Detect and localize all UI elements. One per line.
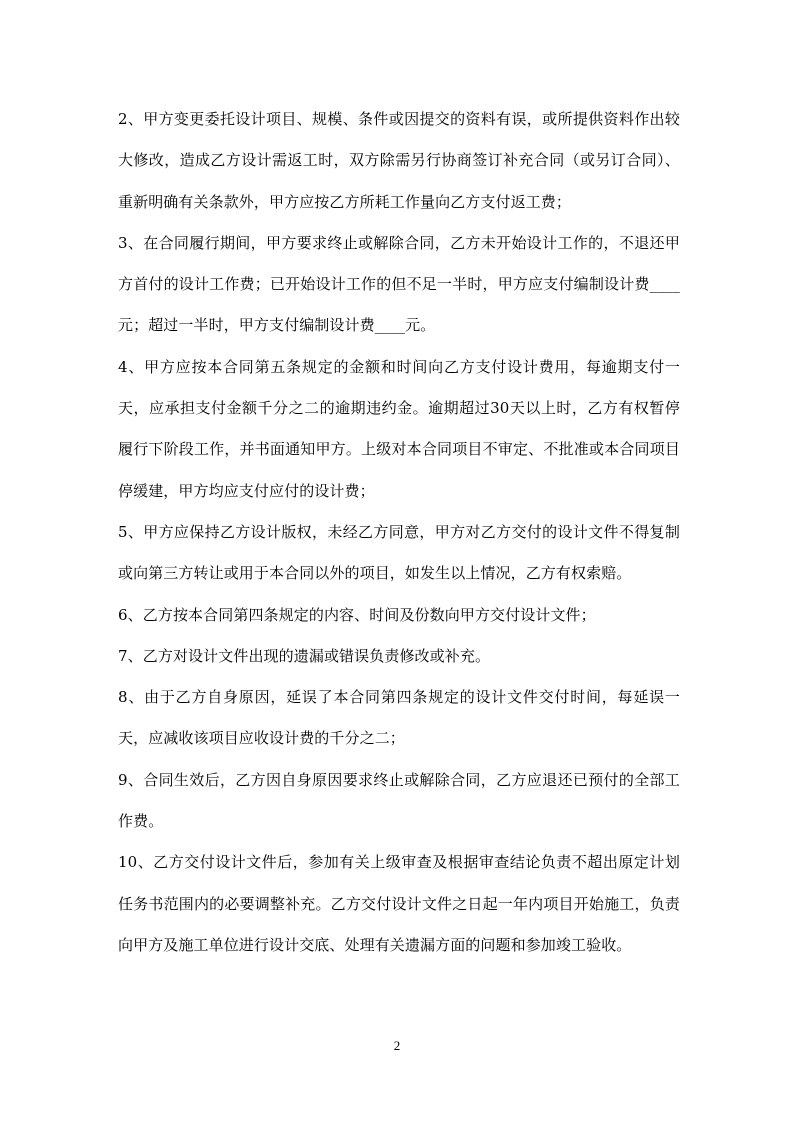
clause-10: 10、乙方交付设计文件后，参加有关上级审查及根据审查结论负责不超出原定计划任务书范围内的必要调整补充。乙方交付设计文件之日起一年内项目开始施工，负责向甲方及施工单位进行设计交底、处理有关遗漏方面的问题和参加竣工验收。 [118, 853, 680, 954]
clause-2: 2、甲方变更委托设计项目、规模、条件或因提交的资料有误，或所提供资料作出较大修改，造成乙方设计需返工时，双方除需另行协商签订补充合同（或另订合同）、重新明确有关条款外，甲方应按乙方所耗工作量向乙方支付返工费； [118, 110, 680, 211]
clause-9: 9、合同生效后，乙方因自身原因要求终止或解除合同，乙方应退还已预付的全部工作费。 [118, 770, 680, 831]
clause-3: 3、在合同履行期间，甲方要求终止或解除合同，乙方未开始设计工作的，不退还甲方首付的设计工作费；已开始设计工作的但不足一半时，甲方应支付编制设计费____元；超过一半时，甲方支付编制设计费____元。 [118, 233, 680, 335]
clause-7: 7、乙方对设计文件出现的遗漏或错误负责修改或补充。 [118, 646, 491, 665]
clause-8: 8、由于乙方自身原因，延误了本合同第四条规定的设计文件交付时间，每延误一天，应减收该项目应收设计费的千分之二； [118, 688, 680, 748]
clause-6: 6、乙方按本合同第四条规定的内容、时间及份数向甲方交付设计文件； [118, 605, 596, 624]
clause-4: 4、甲方应按本合同第五条规定的金额和时间向乙方支付设计费用，每逾期支付一天，应承担支付金额千分之二的逾期违约金。逾期超过30天以上时，乙方有权暂停履行下阶段工作，并书面通知甲方。上级对本合同项目不审定、不批准或本合同项目停缓建，甲方均应支付应付的设计费； [118, 357, 680, 500]
clause-5: 5、甲方应保持乙方设计版权，未经乙方同意，甲方对乙方交付的设计文件不得复制或向第三方转让或用于本合同以外的项目，如发生以上情况，乙方有权索赔。 [118, 522, 680, 583]
document-body [118, 99, 680, 966]
page-number: 2 [393, 1038, 401, 1053]
